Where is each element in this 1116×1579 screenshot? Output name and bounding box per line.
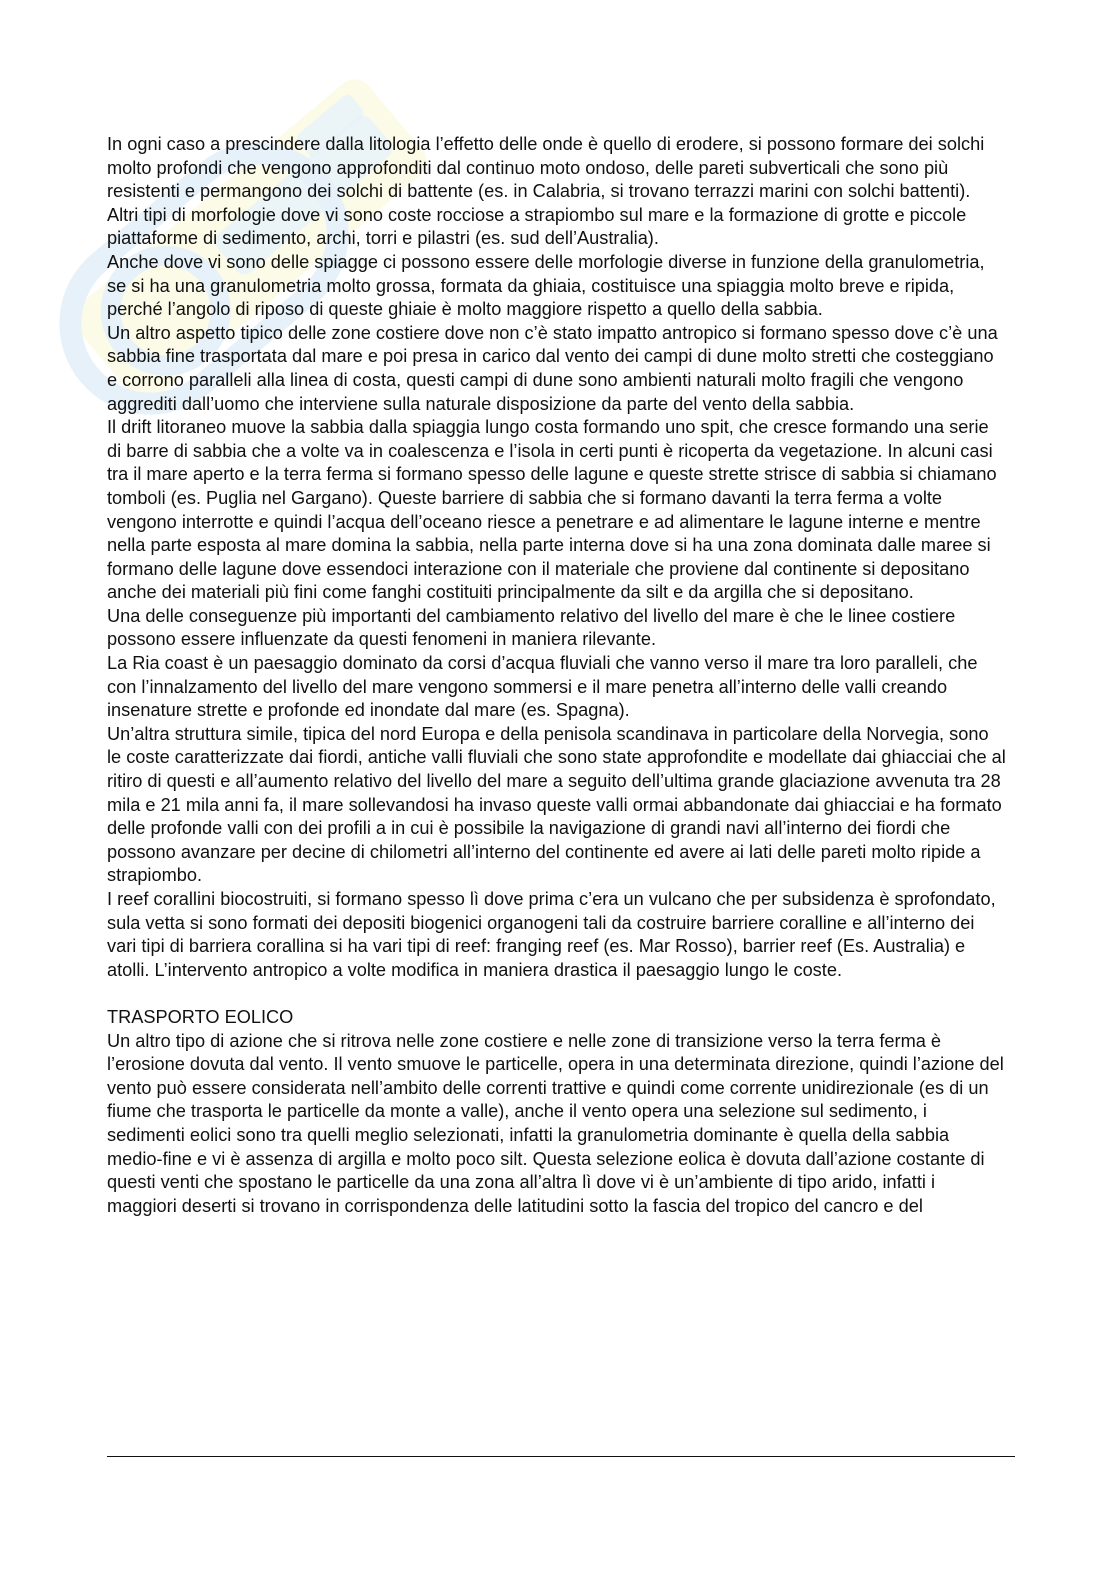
paragraph: In ogni caso a prescindere dalla litologia l’effetto delle onde è quello di erodere, si possono formare dei solchi molto profondi che vengono approfonditi dal continuo moto ondoso, delle pareti subverticali che sono più resistenti e permangono dei solchi di battente (es. in Calabria, si trovano terrazzi marini con solchi battenti).	[107, 134, 985, 202]
paragraph: Un altro tipo di azione che si ritrova nelle zone costiere e nelle zone di transizione verso la terra ferma è l’erosione dovuta dal vento. Il vento smuove le particelle, opera in una determinata direzione, quindi l’azione del vento può essere considerata nell’ambito delle correnti trattive e quindi come corrente unidirezionale (es di un fiume che trasporta le particelle da monte a valle), anche il vento opera una selezione sul sedimento, i sedimenti eolici sono tra quelli meglio selezionati, infatti la granulometria dominante è quella della sabbia medio-fine e vi è assenza di argilla e molto poco silt. Questa selezione eolica è dovuta dall’azione costante di questi venti che spostano le particelle da una zona all’altra lì dove vi è un’ambiente di tipo arido, infatti i maggiori deserti si trovano in corrispondenza delle latitudini sotto la fascia del tropico del cancro e del	[107, 1030, 1004, 1216]
document-body	[107, 133, 1007, 1218]
paragraph: La Ria coast è un paesaggio dominato da corsi d’acqua fluviali che vanno verso il mare tra loro paralleli, che con l’innalzamento del livello del mare vengono sommersi e il mare penetra all’interno delle valli creando insenature strette e profonde ed inondate dal mare (es. Spagna).	[107, 653, 978, 721]
paragraph: I reef corallini biocostruiti, si formano spesso lì dove prima c’era un vulcano che per subsidenza è sprofondato, sula vetta si sono formati dei depositi biogenici organogeni tali da costruire barriere coralline e all’interno dei vari tipi di barriera corallina si ha vari tipi di reef: franging reef (es. Mar Rosso), barrier reef (Es. Australia) e atolli. L’intervento antropico a volte modifica in maniera drastica il paesaggio lungo le coste.	[107, 889, 996, 980]
paragraph: Una delle conseguenze più importanti del cambiamento relativo del livello del mare è che le linee costiere possono essere influenzate da questi fenomeni in maniera rilevante.	[107, 605, 956, 650]
paragraph: Anche dove vi sono delle spiagge ci possono essere delle morfologie diverse in funzione della granulometria, se si ha una granulometria molto grossa, formata da ghiaia, costituisce una spiaggia molto breve e ripida, perché l’angolo di riposo di queste ghiaie è molto maggiore rispetto a quello della sabbia.	[107, 251, 985, 320]
footer-divider	[107, 1456, 1015, 1457]
section-heading: TRASPORTO EOLICO	[107, 1006, 294, 1027]
paragraph: Il drift litoraneo muove la sabbia dalla spiaggia lungo costa formando uno spit, che cresce formando una serie di barre di sabbia che a volte va in coalescenza e l’isola in certi punti è ricoperta da vegetazione. In alcuni casi tra il mare aperto e la terra ferma si formano spesso delle lagune e queste strette strisce di sabbia si chiamano tomboli (es. Puglia nel Gargano). Queste barriere di sabbia che si formano davanti la terra ferma a volte vengono interrotte e quindi l’acqua dell’oceano riesce a penetrare e ad alimentare le lagune interne e mentre nella parte esposta al mare domina la sabbia, nella parte interna dove si ha una zona dominata dalle maree si formano delle lagune dove essendoci interazione con il materiale che proviene dal continente si depositano anche dei materiali più fini come fanghi costituiti principalmente da silt e da argilla che si depositano.	[107, 417, 997, 603]
paragraph: Altri tipi di morfologie dove vi sono coste rocciose a strapiombo sul mare e la formazione di grotte e piccole piattaforme di sedimento, archi, torri e pilastri (es. sud dell’Australia).	[107, 204, 967, 249]
paragraph: Un’altra struttura simile, tipica del nord Europa e della penisola scandinava in particolare della Norvegia, sono le coste caratterizzate dai fiordi, antiche valli fluviali che sono state approfondite e modellate dai ghiacciai che al ritiro di questi e all’aumento relativo del livello del mare a seguito dell’ultima grande glaciazione avvenuta tra 28 mila e 21 mila anni fa, il mare sollevandosi ha invaso queste valli ormai abbandonate dai ghiacciai e ha formato delle profonde valli con dei profili a in cui è possibile la navigazione di grandi navi all’interno dei fiordi che possono avanzare per decine di chilometri all’interno del continente ed avere ai lati delle pareti molto ripide a strapiombo.	[107, 723, 1006, 886]
blank-line	[107, 982, 1007, 1006]
paragraph: Un altro aspetto tipico delle zone costiere dove non c’è stato impatto antropico si formano spesso dove c’è una sabbia fine trasportata dal mare e poi presa in carico dal vento dei campi di dune molto stretti che costeggiano e corrono paralleli alla linea di costa, questi campi di dune sono ambienti naturali molto fragili che vengono aggrediti dall’uomo che interviene sulla naturale disposizione da parte del vento della sabbia.	[107, 322, 998, 414]
